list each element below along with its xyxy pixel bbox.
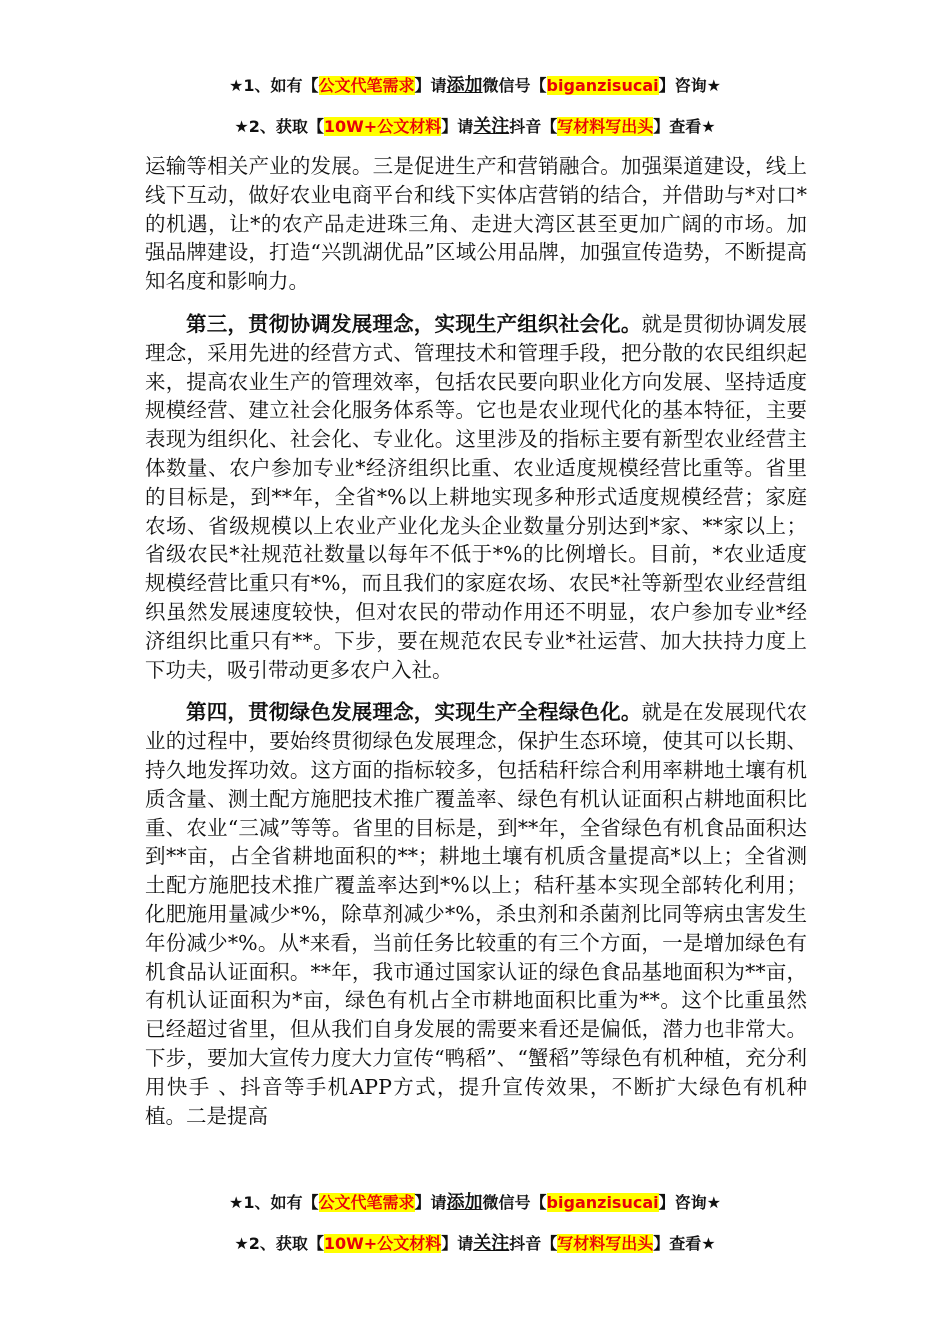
- banner-text: 】查看★: [653, 117, 716, 136]
- banner-text: ★1、如有【: [229, 1193, 319, 1212]
- banner-text: 抖音【: [509, 1234, 558, 1253]
- bottom-banner-line-2: [0, 1229, 950, 1255]
- banner-highlight-douyin: 写材料写出头: [557, 117, 654, 136]
- bottom-banner-line-1: [0, 1188, 950, 1214]
- banner-text: 】请: [441, 117, 474, 136]
- banner-underline: 关注: [473, 116, 510, 137]
- paragraph-text: 就是贯彻协调发展理念，采用先进的经营方式、管理技术和管理手段，把分散的农民组织起来，提高农业生产的管理效率，包括农民要向职业化方向发展、坚持适度规模经营、建立社会化服务体系等。它也是农业现代化的基本特征，主要表现为组织化、社会化、专业化。这里涉及的指标主要有新型农业经营主体数量、农户参加专业*经济组织比重、农业适度规模经营比重等。省里的目标是，到**年，全省*%以上耕地实现多种形式适度规模经营；家庭农场、省级规模以上农业产业化龙头企业数量分别达到*家、**家以上；省级农民*社规范社数量以每年不低于*%的比例增长。目前，*农业适度规模经营比重只有*%，而且我们的家庭农场、农民*社等新型农业经营组织虽然发展速度较快，但对农民的带动作用还不明显，农户参加专业*经济组织比重只有**。下步，要在规范农民专业*社运营、加大扶持力度上下功夫，吸引带动更多农户入社。: [145, 311, 808, 682]
- banner-highlight-wechat-id: biganzisucai: [546, 76, 659, 95]
- paragraph-heading: 第三，贯彻协调发展理念，实现生产组织社会化。: [186, 311, 642, 336]
- banner-text: ★1、如有【: [229, 76, 319, 95]
- banner-text: 】请: [441, 1234, 474, 1253]
- banner-text: ★2、获取【: [234, 117, 324, 136]
- document-body: [145, 152, 807, 1144]
- banner-text: 】请: [414, 1193, 447, 1212]
- banner-underline: 关注: [473, 1233, 510, 1254]
- top-banner-line-2: [0, 112, 950, 138]
- banner-text: 】咨询★: [658, 76, 721, 95]
- banner-text: 】查看★: [653, 1234, 716, 1253]
- banner-text: ★2、获取【: [234, 1234, 324, 1253]
- banner-highlight: 公文代笔需求: [318, 1193, 415, 1212]
- top-banner-line-1: [0, 71, 950, 97]
- banner-highlight: 10W+公文材料: [323, 117, 442, 136]
- banner-text: 】咨询★: [658, 1193, 721, 1212]
- banner-text: 微信号【: [482, 1193, 547, 1212]
- paragraph: 运输等相关产业的发展。三是促进生产和营销融合。加强渠道建设，线上线下互动，做好农业电商平台和线下实体店营销的结合，并借助与*对口*的机遇，让*的农产品走进珠三角、走进大湾区甚至更加广阔的市场。加强品牌建设，打造“兴凯湖优品”区域公用品牌，加强宣传造势，不断提高知名度和影响力。: [145, 154, 807, 294]
- banner-text: 】请: [414, 76, 447, 95]
- paragraph-third: [145, 310, 807, 684]
- banner-highlight-douyin: 写材料写出头: [557, 1234, 654, 1253]
- banner-text: 微信号【: [482, 76, 547, 95]
- banner-highlight: 10W+公文材料: [323, 1234, 442, 1253]
- banner-highlight-wechat-id: biganzisucai: [546, 1193, 659, 1212]
- banner-underline: 添加: [446, 1192, 483, 1213]
- paragraph-heading: 第四，贯彻绿色发展理念，实现生产全程绿色化。: [186, 700, 642, 725]
- paragraph-fourth: [145, 698, 807, 1130]
- banner-text: 抖音【: [509, 117, 558, 136]
- banner-underline: 添加: [446, 75, 483, 96]
- paragraph-text: 就是在发展现代农业的过程中，要始终贯彻绿色发展理念，保护生态环境，使其可以长期、持久地发挥功效。这方面的指标较多，包括秸秆综合利用率耕地土壤有机质含量、测土配方施肥技术推广覆盖率、绿色有机认证面积占耕地面积比重、农业“三减”等等。省里的目标是，到**年，全省绿色有机食品面积达到**亩，占全省耕地面积的**；耕地土壤有机质含量提高*以上；全省测土配方施肥技术推广覆盖率达到*%以上；秸秆基本实现全部转化利用；化肥施用量减少*%，除草剂减少*%，杀虫剂和杀菌剂比同等病虫害发生年份减少*%。从*来看，当前任务比较重的有三个方面，一是增加绿色有机食品认证面积。**年，我市通过国家认证的绿色食品基地面积为**亩，有机认证面积为*亩，绿色有机占全市耕地面积比重为**。这个比重虽然已经超过省里，但从我们自身发展的需要来看还是偏低，潜力也非常大。下步，要加大宣传力度大力宣传“鸭稻”、“蟹稻”等绿色有机种植，充分利用快手 、抖音等手机APP方式，提升宣传效果，不断扩大绿色有机种植。二是提高: [145, 700, 808, 1128]
- banner-highlight: 公文代笔需求: [318, 76, 415, 95]
